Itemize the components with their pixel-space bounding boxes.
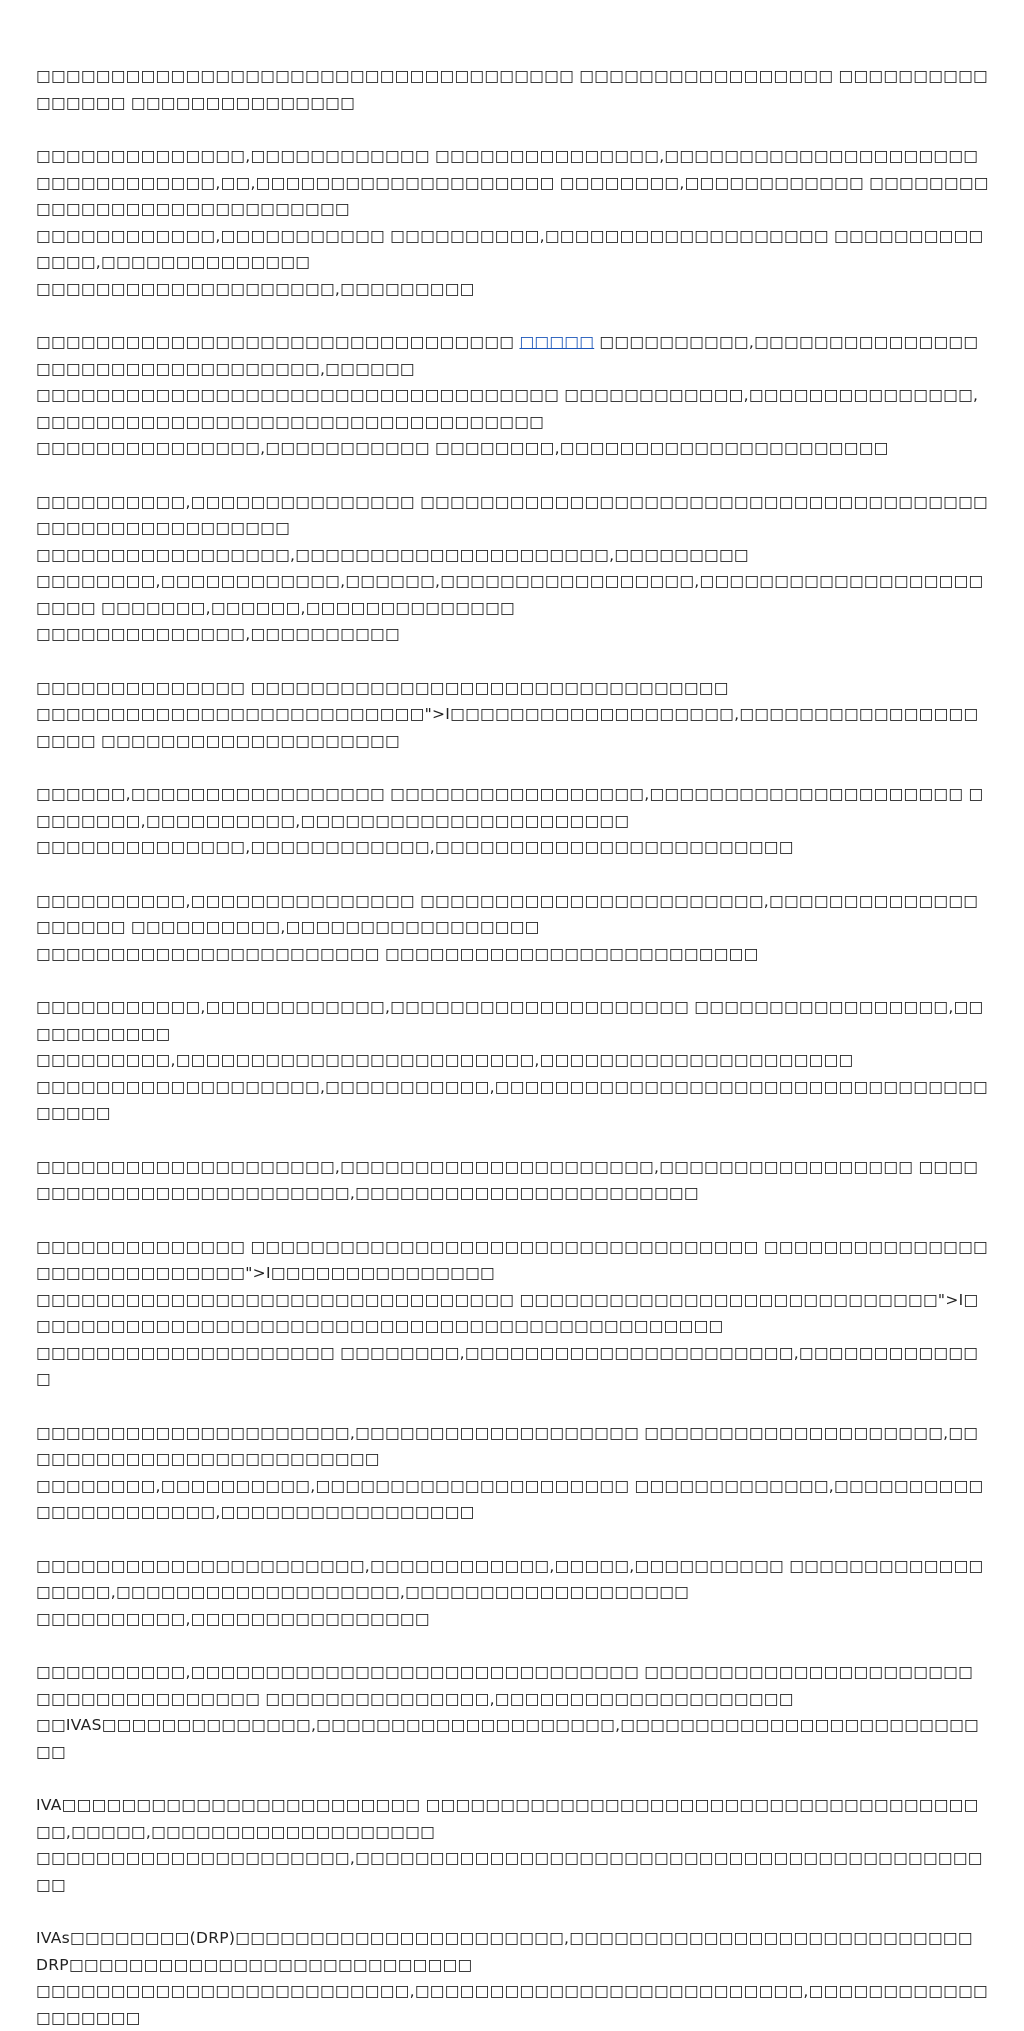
inline-link[interactable]: □□□□□ — [519, 333, 595, 351]
line-text: □□□□□□□□□□□□□□□□□□□□□□□□□□□□□□□□□□□□ □□□□□□□□□□□□□□□□□ □□□□□□□□□□□□□□□□ □□□□□□□□□□□□□□□ — [36, 67, 988, 112]
line-text: □□□□□□□□□□□□□□□□□□□□□□□□□□□□□□□□□□□ □□□□□□□□□□□□,□□□□□□□□□□□□□□□,□□□□□□□□□□□□□□□□□□□□□□□□□□□□□□□□□□ — [36, 386, 979, 431]
paragraph — [36, 1925, 990, 2031]
line-text: IVAs□□□□□□□□(DRP)□□□□□□□□□□□□□□□□□□□□□□,□□□□□□□□□□□□□□□□□□□□□□□□□□□ DRP□□□□□□□□□□□□□□□□□□□□□□□□□□□ — [36, 1929, 973, 1974]
text-line — [36, 276, 990, 303]
text-line — [36, 834, 990, 861]
line-text: □□□□□□□□□□,□□□□□□□□□□□□□□□□□□□□□□□□□□□□□□ □□□□□□□□□□□□□□□□□□□□□□ □□□□□□□□□□□□□□□ □□□□□□□□□□□□□□□,□□□□□□□□□□□□□□□□□□□□ — [36, 1663, 974, 1708]
paragraph — [36, 1154, 990, 1207]
line-text: IVA□□□□□□□□□□□□□□□□□□□□□□□□ □□□□□□□□□□□□□□□□□□□□□□□□□□□□□□□□□□□□□□□,□□□□□,□□□□□□□□□□□□□□□□□□□ — [36, 1796, 979, 1841]
text-line — [36, 329, 990, 382]
text-line — [36, 1606, 990, 1633]
text-line — [36, 143, 990, 170]
line-text: □□□□□□□□,□□□□□□□□□□,□□□□□□□□□□□□□□□□□□□□□ □□□□□□□□□□□□□,□□□□□□□□□□□□□□□□□□□□□□,□□□□□□□□□□□□□□□□□ — [36, 1476, 984, 1521]
text-line — [36, 1659, 990, 1712]
line-text: □□□□□□□□□□□□□□□□□,□□□□□□□□□□□□□□□□□□□□□,□□□□□□□□□ — [36, 545, 749, 564]
text-line — [36, 1712, 990, 1765]
paragraph — [36, 1659, 990, 1765]
text-line — [36, 781, 990, 834]
line-text: □□□□□□□□□□□□□□□□□□□□□□□□□□□□□□□□ □□□□□□□□□□□□□□□□□□□□□□□□□□□□">I□□□□□□□□□□□□□□□□□□□□□□□□□□□□□□□□□□□□□□□□□□□□□□□ — [36, 1290, 979, 1335]
text-line — [36, 568, 990, 621]
line-text: □□□□□□□□□□,□□□□□□□□□□□□□□□ □□□□□□□□□□□□□□□□□□□□□□□,□□□□□□□□□□□□□□□□□□□□ □□□□□□□□□□,□□□□□□□□□□□□□□□□□ — [36, 891, 979, 936]
line-text: □□□□□□□□□□□□□□□□□□□□,□□□□□□□□□□□□□□□□□□□□□,□□□□□□□□□□□□□□□□□ □□□□□□□□□□□□□□□□□□□□□□□□□,□□□□□□□□□□□□□□□□□□□□□□□ — [36, 1157, 979, 1202]
line-text: □□□□□□,□□□□□□□□□□□□□□□□□ □□□□□□□□□□□□□□□□□,□□□□□□□□□□□□□□□□□□□□□ □□□□□□□□,□□□□□□□□□□,□□□□□□□□□□□□□□□□□□□□□□ — [36, 785, 984, 830]
text-line — [36, 382, 990, 435]
text-line — [36, 489, 990, 542]
text-line — [36, 435, 990, 462]
line-text: □□□□□□□□□□□□□□□□□□□□□□□□□,□□□□□□□□□□□□□□□□□□□□□□□□□□,□□□□□□□□□□□□□□□□□□□ — [36, 1982, 988, 2027]
text-line — [36, 675, 990, 702]
line-text: □□□□□□□□□□,□□□□□□□□□□□□□□□ □□□□□□□□□□□□□□□□□□□□□□□□□□□□□□□□□□□□□□□□□□□□□□□□□□□□□□□ — [36, 492, 988, 537]
text-line — [36, 1792, 990, 1845]
line-text: □□□□□□□□□□□□□□,□□□□□□□□□□□□,□□□□□□□□□□□□□□□□□□□□□□□□ — [36, 838, 794, 856]
text-line — [36, 1473, 990, 1526]
line-text: □□□□□□□□□□□□□□□□□□□□□□□ □□□□□□□□□□□□□□□□□□□□□□□□□ — [36, 944, 759, 963]
line-text-after-link: □□□□□□□□□□,□□□□□□□□□□□□□□□□□□□□□□□□□□□□□□□□□□,□□□□□□ — [36, 333, 979, 378]
text-line — [36, 1234, 990, 1287]
paragraph — [36, 1234, 990, 1393]
line-text: □□□□□□□□□□□□□□□□□□□□,□□□□□□□□□ — [36, 279, 475, 298]
text-line — [36, 223, 990, 276]
text-line — [36, 1287, 990, 1340]
line-text: □□□□□□□□□□□□□□,□□□□□□□□□□□□ □□□□□□□□□□□□□□□,□□□□□□□□□□□□□□□□□□□□□ — [36, 147, 979, 165]
text-line — [36, 941, 990, 968]
line-text: □□□□□□□□□□□□,□□□□□□□□□□□ □□□□□□□□□□,□□□□□□□□□□□□□□□□□□□ □□□□□□□□□□□□□□,□□□□□□□□□□□□□□ — [36, 226, 984, 271]
paragraph — [36, 63, 990, 116]
line-text: □□□□□□□□□□□□□□□□□□□□□□□□□□">I□□□□□□□□□□□□□□□□□□□,□□□□□□□□□□□□□□□□□□□□ □□□□□□□□□□□□□□□□□□□□ — [36, 705, 979, 750]
line-text: □□□□□□□□□□□□□□□□□□□□ □□□□□□□□,□□□□□□□□□□□□□□□□□□□□□□,□□□□□□□□□□□□□ — [36, 1343, 979, 1388]
line-text: □□□□□□□□□□□□□□,□□□□□□□□□□ — [36, 625, 400, 643]
text-line — [36, 1420, 990, 1473]
text-line — [36, 701, 990, 754]
line-text: □□□□□□□□□□□□□□□□□□□□□□,□□□□□□□□□□□□,□□□□□,□□□□□□□□□□ □□□□□□□□□□□□□□□□□□,□□□□□□□□□□□□□□□□□□□,□□□□□□□□□□□□□□□□□□□ — [36, 1556, 984, 1601]
text-line — [36, 63, 990, 116]
line-text: □□□□□□□□□□□□□□□□□□□□□,□□□□□□□□□□□□□□□□□□□ □□□□□□□□□□□□□□□□□□□□,□□□□□□□□□□□□□□□□□□□□□□□□□ — [36, 1423, 979, 1468]
line-text: □□□□□□□□□□□,□□□□□□□□□□□□,□□□□□□□□□□□□□□□□□□□□ □□□□□□□□□□□□□□□□□,□□□□□□□□□□□ — [36, 998, 984, 1043]
paragraph — [36, 1792, 990, 1898]
line-text: □□□□□□□□□□□□,□□,□□□□□□□□□□□□□□□□□□□□ □□□□□□□□,□□□□□□□□□□□□ □□□□□□□□□□□□□□□□□□□□□□□□□□□□□ — [36, 173, 989, 218]
paragraph — [36, 489, 990, 648]
text-line — [36, 888, 990, 941]
line-text: □□□□□□□□□□□□□□□□□□□□□,□□□□□□□□□□□□□□□□□□□□□□□□□□□□□□□□□□□□□□□□□□□□ — [36, 1849, 983, 1894]
paragraph — [36, 1553, 990, 1633]
line-text: □□IVAS□□□□□□□□□□□□□□,□□□□□□□□□□□□□□□□□□□□,□□□□□□□□□□□□□□□□□□□□□□□□□□ — [36, 1716, 979, 1761]
line-text: □□□□□□□□□□,□□□□□□□□□□□□□□□□ — [36, 1609, 430, 1628]
text-line — [36, 1553, 990, 1606]
line-text: □□□□□□□□□□□□□□ □□□□□□□□□□□□□□□□□□□□□□□□□□□□□□□□ — [36, 678, 729, 697]
line-text: □□□□□□□□,□□□□□□□□□□□□,□□□□□□,□□□□□□□□□□□□□□□□□,□□□□□□□□□□□□□□□□□□□□□□□ □□□□□□□,□□□□□□,□□□□□□□□□□□□□□ — [36, 572, 984, 617]
line-text: □□□□□□□□□□□□□□□□□□□□□□□□□□□□□□□□ — [36, 333, 520, 351]
line-text: □□□□□□□□□□□□□□ □□□□□□□□□□□□□□□□□□□□□□□□□□□□□□□□□□ □□□□□□□□□□□□□□□□□□□□□□□□□□□□□">I□□□□□□□□□□□□□□□ — [36, 1237, 988, 1282]
text-line — [36, 170, 990, 223]
paragraph — [36, 994, 990, 1127]
text-line — [36, 542, 990, 569]
line-text: □□□□□□□□□□□□□□□□□□□,□□□□□□□□□□□,□□□□□□□□□□□□□□□□□□□□□□□□□□□□□□□□□□□□□□ — [36, 1077, 988, 1122]
text-line — [36, 1074, 990, 1127]
paragraph — [36, 143, 990, 302]
line-text: □□□□□□□□□,□□□□□□□□□□□□□□□□□□□□□□□□,□□□□□□□□□□□□□□□□□□□□□ — [36, 1051, 854, 1069]
text-line — [36, 994, 990, 1047]
paragraph — [36, 888, 990, 968]
paragraph — [36, 675, 990, 755]
paragraph — [36, 781, 990, 861]
line-text: □□□□□□□□□□□□□□□,□□□□□□□□□□□ □□□□□□□□,□□□□□□□□□□□□□□□□□□□□□□ — [36, 439, 889, 457]
text-line — [36, 621, 990, 648]
text-line — [36, 1154, 990, 1207]
paragraph — [36, 329, 990, 462]
paragraph — [36, 1420, 990, 1526]
text-line — [36, 1925, 990, 1978]
text-line — [36, 1978, 990, 2031]
text-line — [36, 1047, 990, 1074]
text-line — [36, 1340, 990, 1393]
text-line — [36, 1845, 990, 1898]
